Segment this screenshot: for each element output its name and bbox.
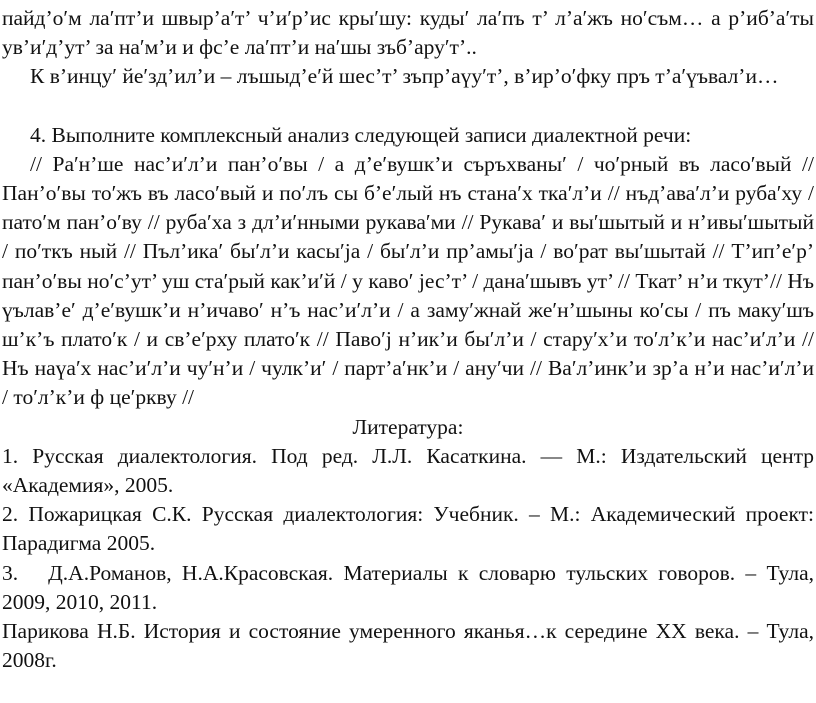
dialect-paragraph-2: К в’инцу′ йе′зд’ил’и – лъшыд’е′й шес’т’ зъпр’аүу′т’, в’ир’о′фку пръ т’а′үъвал’и… bbox=[30, 64, 779, 89]
reference-3-number: 3. bbox=[2, 560, 19, 585]
reference-item-4: Парикова Н.Б. История и состояние умеренного яканья…к середине XX века. – Тула, 2008г. bbox=[2, 619, 814, 673]
dialect-record-text: // Ра′н’ше нас’и′л’и пан’о′вы / а д’е′вушк’и съръхваны′ / чо′рный въ ласо′вый // Пан’о′вы то′жъ въ ласо′вый и по′лъ сы б’е′лый нъ стана′х тка′л’и // нъд’ава′л’и руба′ху / пато′м пан’о′ву // руба′ха з дл’и′нными рукава′ми // Рукава′ и вы′шытый и н’ивы′шытый / по′ткъ ный // Пъл’ика′ бы′л’и касы′ја / бы′л’и пр’амы′ја / во′рат вы′шытай // Т’ип’е′р’ пан’о′вы но′с’ут’ уш ста′рый как’и′й / у каво′ јес’т’ / дана′шывъ ут’ // Ткат’ н’и ткут’// Нъ үълав’е′ д’е′вушк’и н’ичаво′ н’ъ нас’и′л’и / а заму′жнай же′н’шыны ко′сы / пъ маку′шъ ш’к’ъ плато′к / и св’е′рху плато′к // Паво′ј н’ик’и бы′л’и / стару′х’и то′л’к’и нас’и′л’и // Нъ наүа′х нас’и′л’и чу′н’и / чулк’и′ / парт’а′нк’и / ану′чи // Ва′л’инк’и зр’а н’и нас’и′л’и / то′л’к’и ф це′ркву // bbox=[2, 151, 814, 410]
reference-3-text: Д.А.Романов, Н.А.Красовская. Материалы к словарю тульских говоров. – Тула, 2009, 2010, 2011. bbox=[2, 560, 814, 614]
reference-item-2: 2. Пожарицкая С.К. Русская диалектология: Учебник. – М.: Академический проект: Парадигма 2005. bbox=[2, 502, 814, 556]
blank-line bbox=[2, 92, 814, 121]
dialect-paragraph-1: пайд’о′м ла′пт’и швыр’а′т’ ч’и′р’ис кры′шу: куды′ ла′пъ т’ л’а′жъ но′съм… а р’иб’а′ты ув’и′д’ут’ за на′м’и и фс’е ла′пт’и на′шы зъб’ару′т’.. bbox=[2, 6, 814, 60]
task-title: 4. Выполните комплексный анализ следующей записи диалектной речи: bbox=[30, 122, 692, 147]
reference-item-1: 1. Русская диалектология. Под ред. Л.Л. Касаткина. — М.: Издательский центр «Академия», 2005. bbox=[2, 443, 814, 498]
reference-item-3 bbox=[2, 559, 814, 617]
literature-heading: Литература: bbox=[352, 414, 464, 439]
